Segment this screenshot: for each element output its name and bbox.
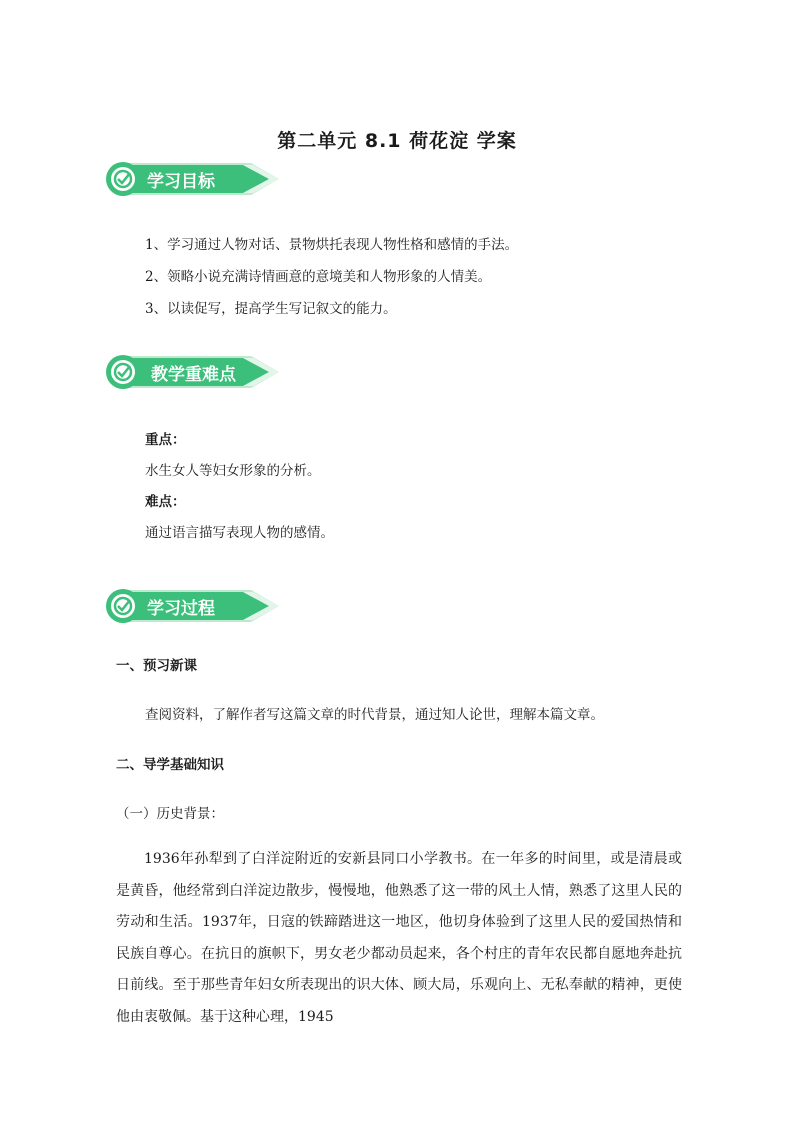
goal-item-1: 1、学习通过人物对话、景物烘托表现人物性格和感情的手法。 xyxy=(145,237,519,253)
sub1-title: （一）历史背景： xyxy=(116,806,224,822)
section-heading: 学习过程 xyxy=(147,599,215,619)
difficulty-label: 难点： xyxy=(145,494,186,510)
page-title: 第二单元 8.1 荷花淀 学案 xyxy=(277,130,517,152)
part1-text: 查阅资料，了解作者写这篇文章的时代背景，通过知人论世，理解本篇文章。 xyxy=(145,707,604,723)
focus-text: 水生女人等妇女形象的分析。 xyxy=(145,463,321,479)
goal-item-3: 3、以读促写，提高学生写记叙文的能力。 xyxy=(145,301,397,317)
focus-label: 重点： xyxy=(145,432,186,448)
history-paragraph: 1936年孙犁到了白洋淀附近的安新县同口小学教书。在一年多的时间里，或是清晨或是黄昏，他经常到白洋淀边散步，慢慢地，他熟悉了这一带的风土人情，熟悉了这里人民的劳动和生活。1937年，日寇的铁蹄踏进这一地区，他切身体验到了这里人民的爱国热情和民族自尊心。在抗日的旗帜下，男女老少都动员起来，各个村庄的青年农民都自愿地奔赴抗日前线。至于那些青年妇女所表现出的识大体、顾大局，乐观向上、无私奉献的精神，更使他由衷敬佩。基于这种心理，1945 xyxy=(116,851,682,1025)
section-banner-key-points xyxy=(103,354,283,390)
section-heading: 教学重难点 xyxy=(151,365,236,385)
part1-title: 一、预习新课 xyxy=(116,658,197,674)
difficulty-text: 通过语言描写表现人物的感情。 xyxy=(145,525,334,541)
section-banner-process xyxy=(103,588,283,624)
part2-title: 二、导学基础知识 xyxy=(116,757,224,773)
section-banner-goals xyxy=(103,161,283,197)
section-heading: 学习目标 xyxy=(147,172,215,192)
goal-item-2: 2、领略小说充满诗情画意的意境美和人物形象的人情美。 xyxy=(145,269,492,285)
